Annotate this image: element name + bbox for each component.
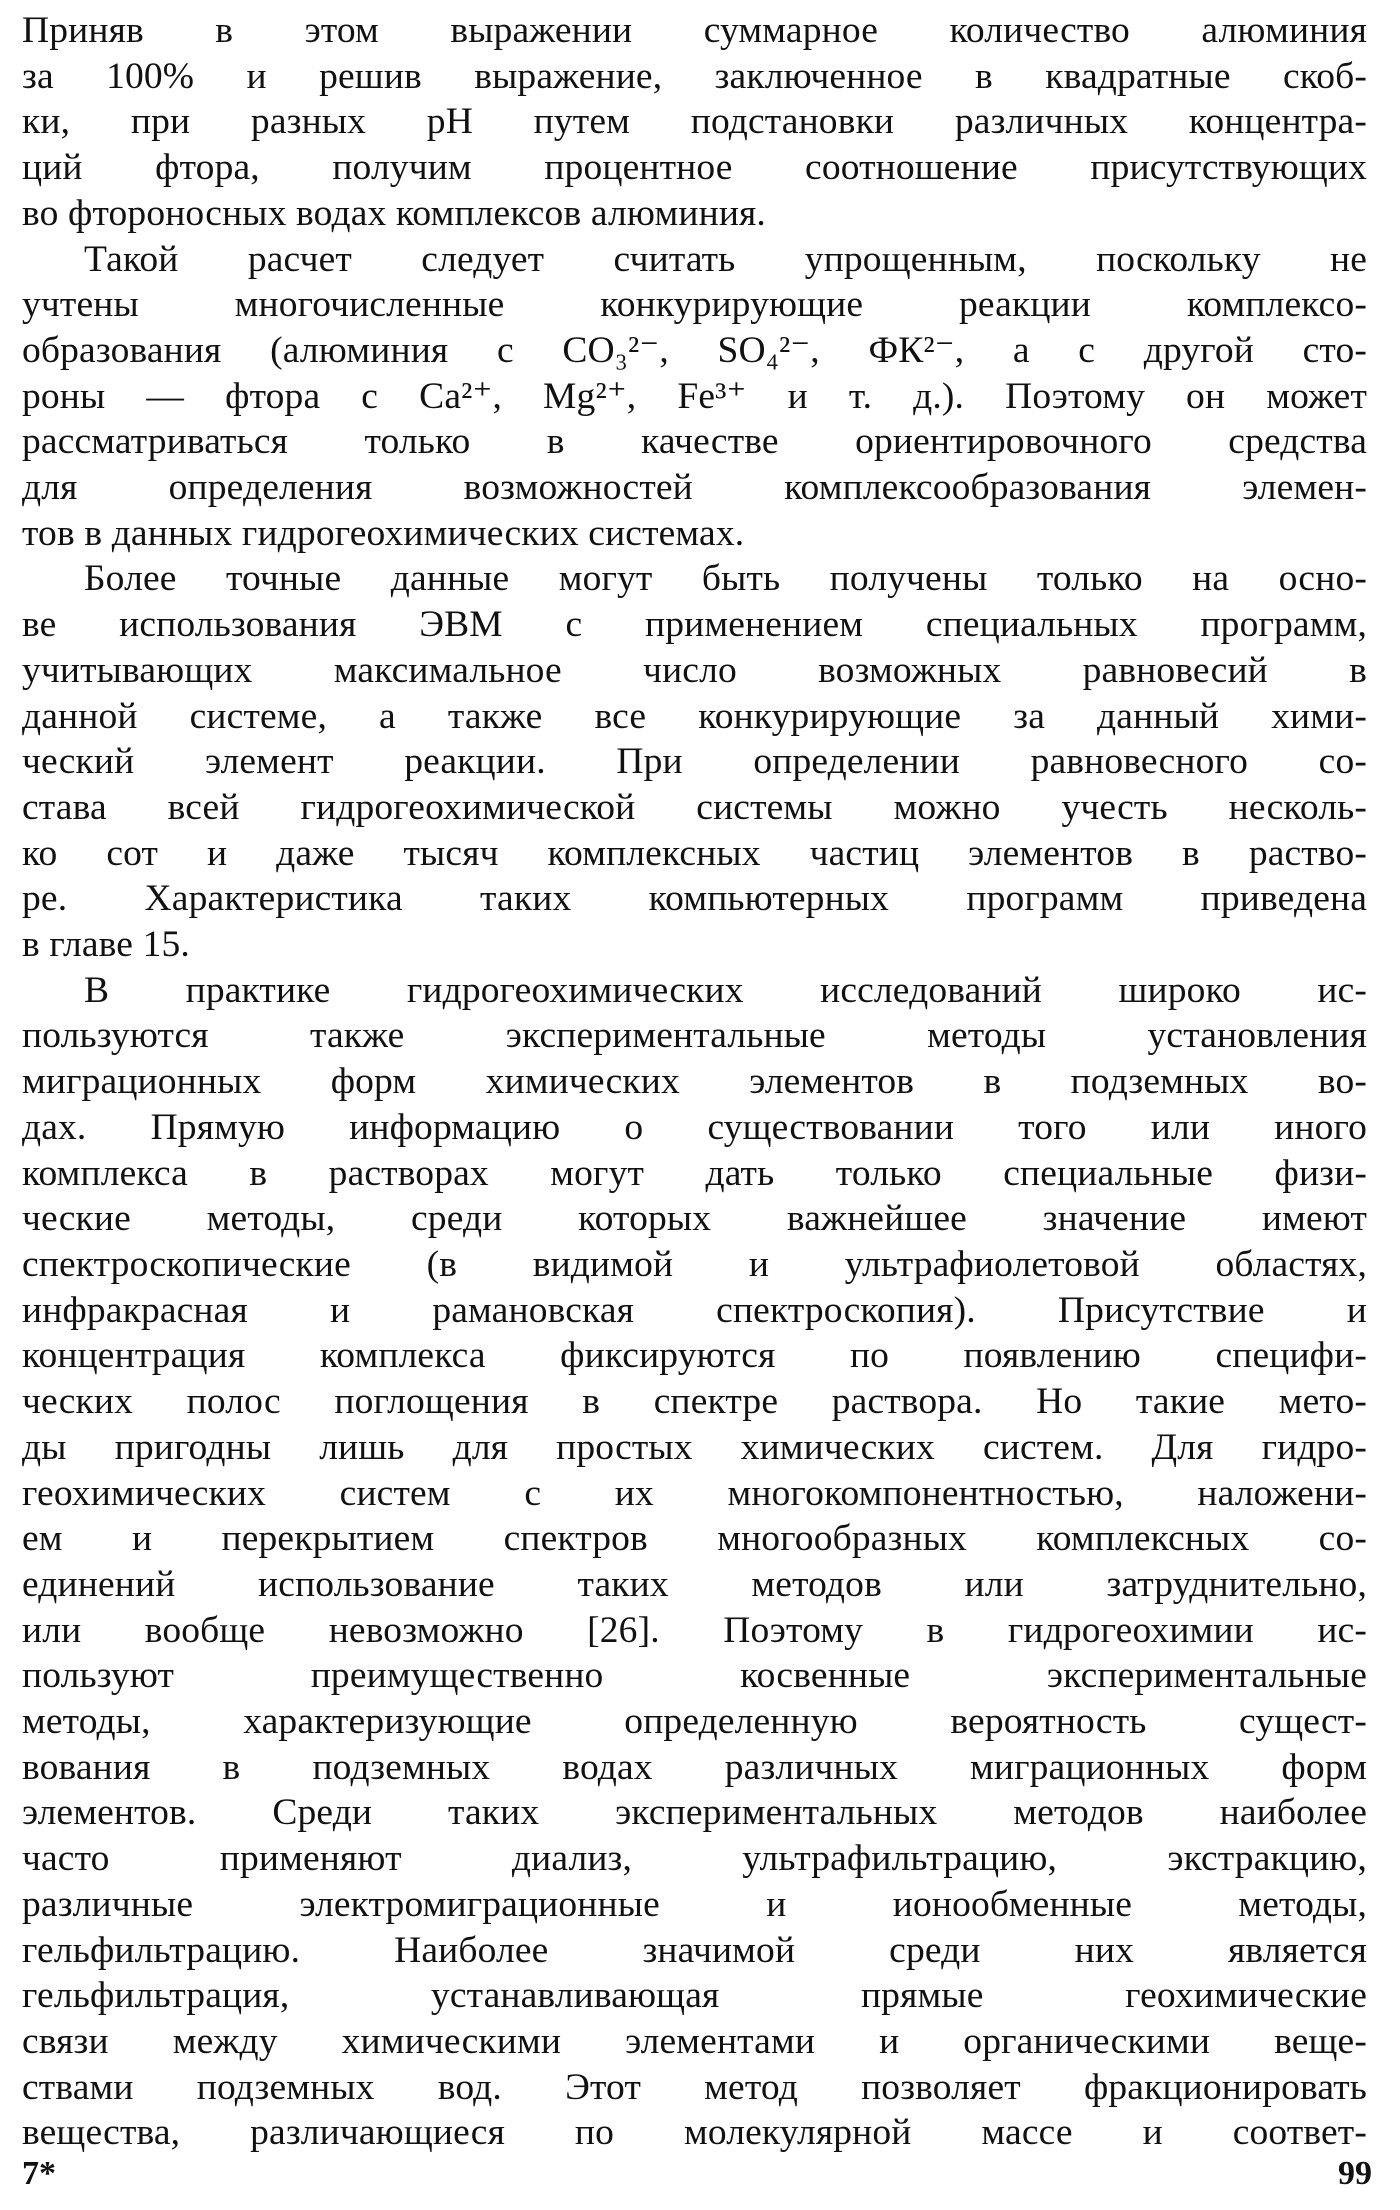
text-line: во фтороносных водах комплексов алюминия. xyxy=(22,192,766,234)
text-line: рассматриваться только в качестве ориентировочного средства xyxy=(22,421,1367,463)
text-line: В практике гидрогеохимических исследований широко ис- xyxy=(84,969,1367,1011)
text-line: Такой расчет следует считать упрощенным, поскольку не xyxy=(84,238,1367,280)
text-line: гельфильтрацию. Наиболее значимой среди них является xyxy=(22,1929,1367,1971)
page-number: 99 xyxy=(1338,2155,1372,2192)
text-line: пользуются также экспериментальные методы установления xyxy=(22,1015,1367,1057)
text-line: ций фтора, получим процентное соотношение присутствующих xyxy=(22,147,1367,189)
text-line: спектроскопические (в видимой и ультрафиолетовой областях, xyxy=(22,1243,1367,1285)
text-line: ре. Характеристика таких компьютерных программ приведена xyxy=(22,878,1367,920)
text-line: геохимических систем с их многокомпонентностью, наложени- xyxy=(22,1472,1367,1514)
text-line: ческие методы, среди которых важнейшее значение имеют xyxy=(22,1198,1367,1240)
text-line: ко сот и даже тысяч комплексных частиц элементов в раство- xyxy=(22,832,1367,874)
text-line: гельфильтрация, устанавливающая прямые геохимические xyxy=(22,1975,1367,2017)
text-line: для определения возможностей комплексообразования элемен- xyxy=(22,467,1367,509)
signature-mark: 7* xyxy=(22,2155,56,2192)
text-line: ствами подземных вод. Этот метод позволяет фракционировать xyxy=(22,2066,1367,2108)
text-line: ческий элемент реакции. При определении равновесного со- xyxy=(22,741,1367,783)
text-line: учтены многочисленные конкурирующие реакции комплексо- xyxy=(22,284,1367,326)
paragraph-2 xyxy=(22,237,1367,557)
text-line: связи между химическими элементами и органическими веще- xyxy=(22,2020,1367,2062)
text-line: вования в подземных водах различных миграционных форм xyxy=(22,1746,1367,1788)
text-line: става всей гидрогеохимической системы можно учесть несколь- xyxy=(22,786,1367,828)
text-line: учитывающих максимальное число возможных равновесий в xyxy=(22,649,1367,691)
text-line: комплекса в растворах могут дать только специальные физи- xyxy=(22,1152,1367,1194)
text-line: в главе 15. xyxy=(22,924,190,966)
text-line: миграционных форм химических элементов в подземных во- xyxy=(22,1061,1367,1103)
text-line: или вообще невозможно [26]. Поэтому в гидрогеохимии ис- xyxy=(22,1609,1367,1651)
paragraph-3 xyxy=(22,556,1367,967)
text-line: Приняв в этом выражении суммарное количество алюминия xyxy=(22,10,1367,51)
text-line: вещества, различающиеся по молекулярной массе и соответ- xyxy=(22,2112,1367,2154)
paragraph-1 xyxy=(22,8,1367,237)
text-line: данной системе, а также все конкурирующие за данный хими- xyxy=(22,695,1367,737)
text-line: пользуют преимущественно косвенные экспериментальные xyxy=(22,1655,1367,1697)
text-line: ве использования ЭВМ с применением специальных программ, xyxy=(22,604,1367,646)
text-line: инфракрасная и рамановская спектроскопия). Присутствие и xyxy=(22,1289,1367,1331)
text-line: Более точные данные могут быть получены только на осно- xyxy=(84,558,1367,600)
text-line: единений использование таких методов или затруднительно, xyxy=(22,1563,1367,1605)
text-line: образования (алюминия с CO₃²⁻, SO₄²⁻, ФК²⁻, а с другой сто- xyxy=(22,329,1367,371)
text-line: методы, характеризующие определенную вероятность сущест- xyxy=(22,1701,1367,1743)
page-footer xyxy=(22,2155,1372,2195)
text-line: дах. Прямую информацию о существовании того или иного xyxy=(22,1106,1367,1148)
text-line: ем и перекрытием спектров многообразных комплексных со- xyxy=(22,1518,1367,1560)
text-line: тов в данных гидрогеохимических системах. xyxy=(22,512,745,554)
text-line: за 100% и решив выражение, заключенное в квадратные скоб- xyxy=(22,55,1367,97)
text-line: роны — фтора с Ca²⁺, Mg²⁺, Fe³⁺ и т. д.). Поэтому он может xyxy=(22,375,1367,417)
text-line: различные электромиграционные и ионообменные методы, xyxy=(22,1883,1367,1925)
text-line: концентрация комплекса фиксируются по появлению специфи- xyxy=(22,1335,1367,1377)
text-line: ческих полос поглощения в спектре раствора. Но такие мето- xyxy=(22,1381,1367,1423)
text-line: элементов. Среди таких экспериментальных методов наиболее xyxy=(22,1792,1367,1834)
page-body xyxy=(22,8,1367,2156)
text-line: часто применяют диализ, ультрафильтрацию, экстракцию, xyxy=(22,1838,1367,1880)
paragraph-4 xyxy=(22,968,1367,2156)
text-line: ки, при разных рН путем подстановки различных концентра- xyxy=(22,101,1367,143)
text-line: ды пригодны лишь для простых химических систем. Для гидро- xyxy=(22,1426,1367,1468)
